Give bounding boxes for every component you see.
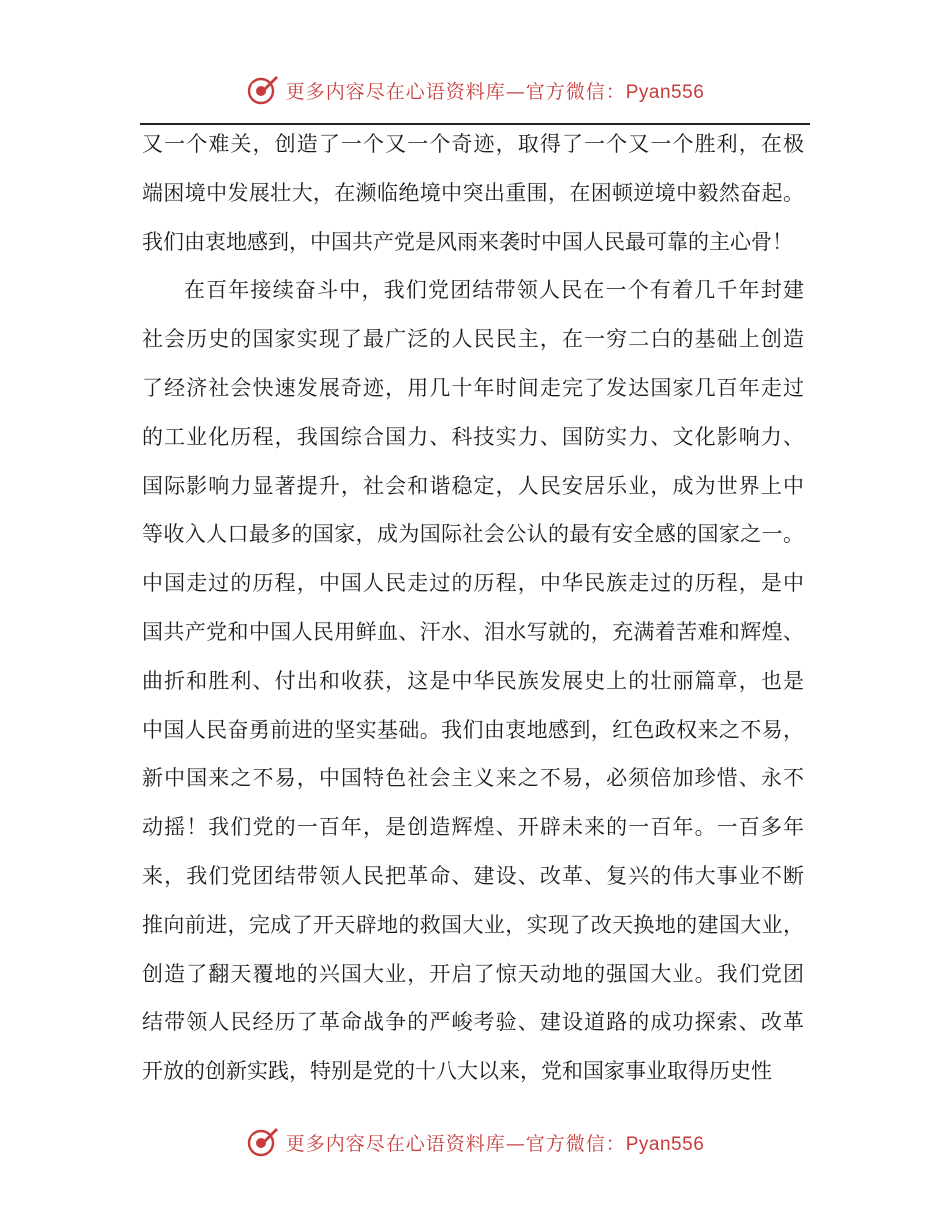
- text-line: 社会历史的国家实现了最广泛的人民民主，在一穷二白的基础上创造: [142, 327, 804, 352]
- page-header-banner: [0, 70, 950, 110]
- text-line: 等收入人口最多的国家，成为国际社会公认的最有安全感的国家之一。: [142, 522, 804, 547]
- text-line: 推向前进，完成了开天辟地的救国大业，实现了改天换地的建国大业，: [142, 912, 804, 937]
- header-banner-text: 更多内容尽在心语资料库—官方微信：Pyan556: [285, 80, 705, 103]
- document-body: [142, 120, 804, 1096]
- text-line: 来，我们党团结带领人民把革命、建设、改革、复兴的伟大事业不断: [142, 863, 804, 888]
- page-footer-banner: [0, 1122, 950, 1162]
- text-line: 又一个难关，创造了一个又一个奇迹，取得了一个又一个胜利，在极: [142, 132, 804, 156]
- text-line: 曲折和胜利、付出和收获，这是中华民族发展史上的壮丽篇章，也是: [142, 668, 804, 693]
- text-line: 中国人民奋勇前进的坚实基础。我们由衷地感到，红色政权来之不易，: [142, 717, 804, 742]
- footer-wechat-id: Pyan556: [625, 1133, 705, 1155]
- text-line: 创造了翻天覆地的兴国大业，开启了惊天动地的强国大业。我们党团: [142, 961, 804, 986]
- paragraph-first-line: 在百年接续奋斗中，我们党团结带领人民在一个有着几千年封建: [184, 278, 804, 303]
- text-line: 了经济社会快速发展奇迹，用几十年时间走完了发达国家几百年走过: [142, 375, 804, 400]
- text-line: 新中国来之不易，中国特色社会主义来之不易，必须倍加珍惜、永不: [142, 766, 804, 791]
- text-line: 的工业化历程，我国综合国力、科技实力、国防实力、文化影响力、: [142, 424, 804, 449]
- text-line: 端困境中发展壮大，在濒临绝境中突出重围，在困顿逆境中毅然奋起。: [142, 180, 804, 205]
- header-wechat-id: Pyan556: [625, 81, 705, 103]
- pen-logo-icon: [246, 73, 280, 107]
- text-line: 中国走过的历程，中国人民走过的历程，中华民族走过的历程，是中: [142, 571, 804, 596]
- text-line: 国际影响力显著提升，社会和谐稳定，人民安居乐业，成为世界上中: [142, 473, 804, 498]
- text-line: 动摇！我们党的一百年，是创造辉煌、开辟未来的一百年。一百多年: [142, 815, 804, 840]
- text-line: 开放的创新实践，特别是党的十八大以来，党和国家事业取得历史性: [142, 1059, 772, 1084]
- pen-logo-icon: [246, 1125, 280, 1159]
- text-line: 结带领人民经历了革命战争的严峻考验、建设道路的成功探索、改革: [142, 1010, 804, 1035]
- footer-banner-text: 更多内容尽在心语资料库—官方微信：Pyan556: [285, 1132, 705, 1155]
- text-line: 国共产党和中国人民用鲜血、汗水、泪水写就的，充满着苦难和辉煌、: [142, 619, 804, 644]
- text-line: 我们由衷地感到，中国共产党是风雨来袭时中国人民最可靠的主心骨！: [142, 229, 793, 254]
